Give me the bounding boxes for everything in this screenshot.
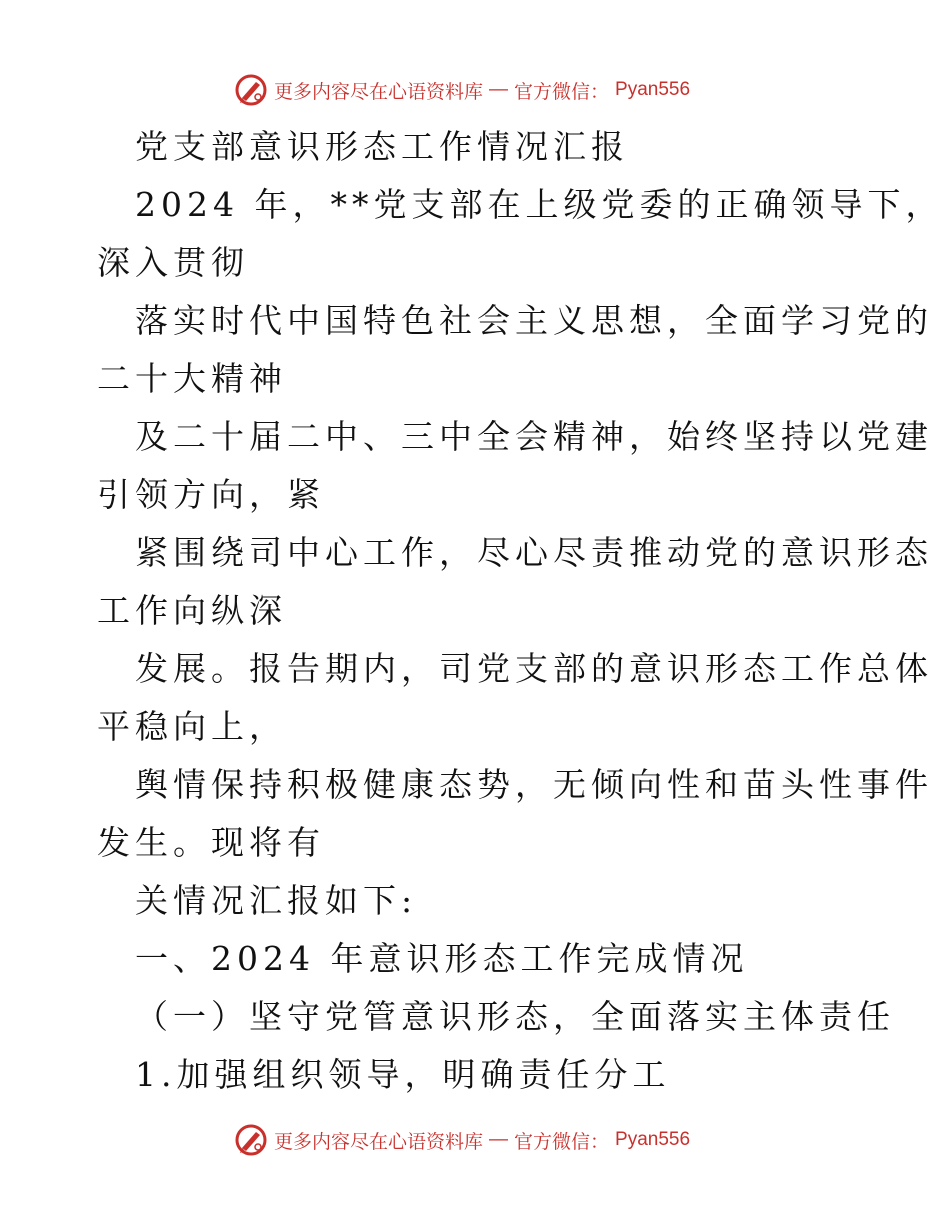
paragraph-line: 舆情保持积极健康态势，无倾向性和苗头性事件 [135,765,933,804]
watermark-header [234,72,690,108]
document-body [97,124,944,1110]
paragraph-line: 及二十届二中、三中全会精神，始终坚持以党建 [135,417,933,456]
paragraph-line: 平稳向上， [97,707,287,746]
watermark-official-label: 官方微信： [514,1130,610,1153]
watermark-separator: — [489,79,509,100]
paragraph-line: 关情况汇报如下: [135,881,418,920]
watermark-wechat-id: Pyan556 [615,1129,691,1150]
paragraph-line: 工作向纵深 [97,591,287,630]
watermark-separator: — [489,1129,509,1150]
watermark-wechat-id: Pyan556 [615,79,691,100]
paragraph-line: 2024 年，**党支部在上级党委的正确领导下， [135,185,944,224]
watermark-brand-text: 更多内容尽在心语资料库 [274,80,484,103]
pen-circle-logo-icon [234,1123,268,1157]
section-heading: 一、2024 年意识形态工作完成情况 [135,939,749,978]
watermark-official-label: 官方微信： [514,80,610,103]
paragraph-line: 发生。现将有 [97,823,325,862]
paragraph-line: 发展。报告期内，司党支部的意识形态工作总体 [135,649,933,688]
paragraph-line: 二十大精神 [97,359,287,398]
paragraph-line: 引领方向，紧 [97,475,325,514]
paragraph-line: 落实时代中国特色社会主义思想，全面学习党的 [135,301,933,340]
watermark-brand-text: 更多内容尽在心语资料库 [274,1130,484,1153]
watermark-footer [234,1122,690,1158]
item-heading: 1.加强组织领导，明确责任分工 [135,1055,671,1094]
paragraph-line: 深入贯彻 [97,243,249,282]
pen-circle-logo-icon [234,73,268,107]
paragraph-line: 紧围绕司中心工作，尽心尽责推动党的意识形态 [135,533,933,572]
document-title: 党支部意识形态工作情况汇报 [135,127,629,166]
subsection-heading: （一）坚守党管意识形态，全面落实主体责任 [135,997,895,1036]
